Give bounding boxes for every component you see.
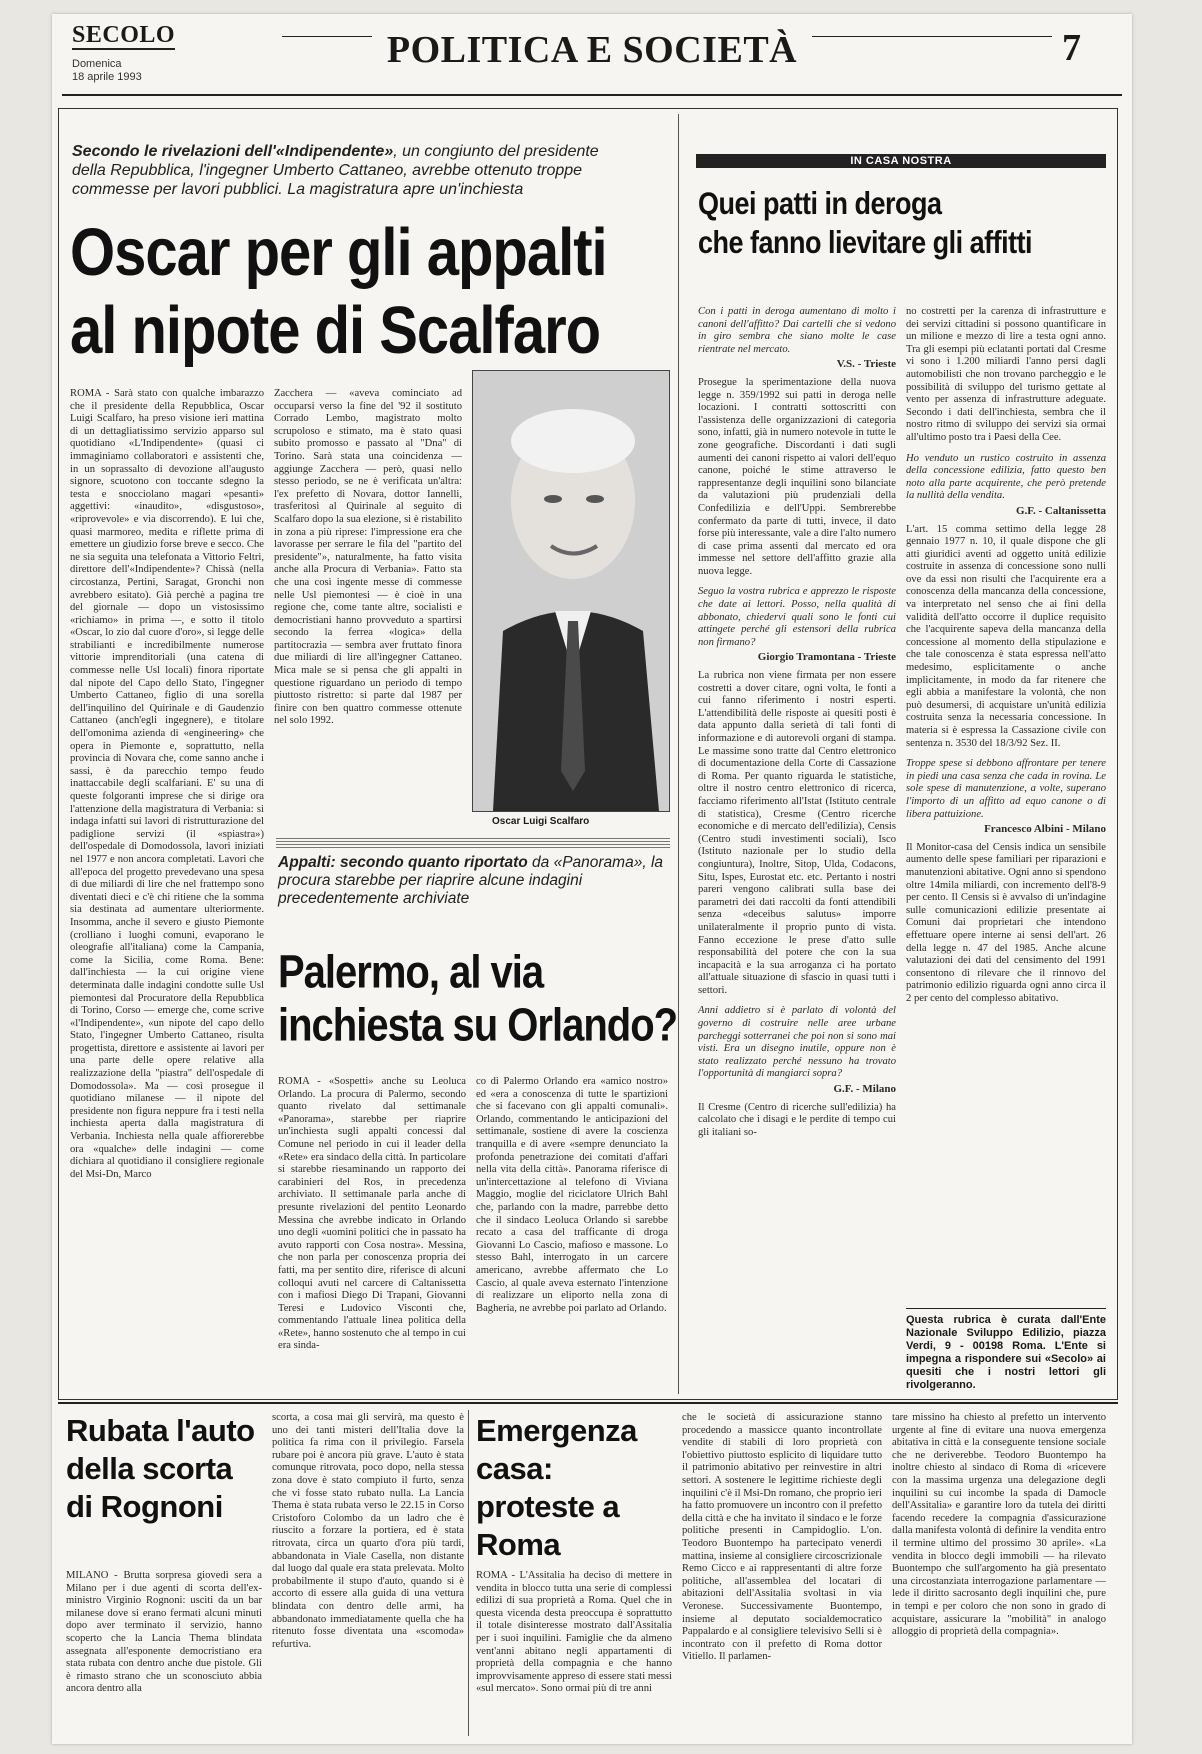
emergenza-col1: [476, 1570, 672, 1734]
rubrica-headline-line2: che fanno lievitare gli affitti: [698, 225, 1033, 260]
bottom-section-rule: [58, 1402, 1118, 1404]
palermo-col1: [278, 1076, 466, 1394]
palermo-divider-stripes: [276, 836, 670, 848]
rubrica-answer-4: L'art. 15 comma settimo della legge 28 gennaio 1977 n. 10, il quale dispone che gli atti giuridici aventi ad oggetto unità edilizie costruite in assenza di concessione sono nulli ove da essi non risulti che l'acquirente era a conoscenza della mancanza della concessione, va interpretato nel senso che ai fini della validità dell'atto occorre il duplice requisito che l'acquirente sapeva della mancanza della concessione al momento della stipulazione e che tale conoscenza è stata espressa nell'atto medesimo, esplicitamente o anche implicitamente, in modo da far ritenere che egli abbia a manifestare la volontà, che non può desumersi, di acquistare un'unità edilizia costruita senza la necessaria concessione. In materia si è espressa la Cassazione civile con sentenza n. 3530 del 18/3/92 Sez. II.: [906, 523, 1106, 749]
rubrica-signature-1: V.S. - Trieste: [836, 358, 896, 371]
palermo-headline-line2: inchiesta su Orlando?: [278, 1000, 678, 1051]
palermo-kicker-rest: da «Panorama», la procura starebbe per riaprire alcune indagini precedentemente archiviate: [278, 854, 664, 907]
bottom-separator: [468, 1410, 469, 1736]
rognoni-headline: Rubata l'auto della scorta di Rognoni: [66, 1413, 255, 1524]
section-title: POLITICA E SOCIETÀ: [386, 29, 798, 71]
rubrica-question-4: Ho venduto un rustico costruito in assenza della concessione edilizia, fatto questo ben noto alla parte acquirente, che però pretende la nullità della vendita.: [906, 452, 1106, 502]
main-article-headline: [70, 214, 607, 370]
rubrica-footer-rule: [906, 1308, 1106, 1309]
rubrica-col1: [698, 306, 896, 1390]
palermo-headline: [278, 946, 677, 1052]
main-article-kicker: [72, 142, 632, 199]
masthead-divider: [62, 94, 1122, 96]
emergenza-text-2: che le società di assicurazione stanno procedendo a massicce quanto incontrollate vendite di stabili di loro proprietà con l'obiettivo piuttosto esplicito di liquidare tutto il patrimonio abitativo per reinvestire in altri settori. A sostenere le legittime richieste degli inquilini c'è il Msi-Dn romano, che proprio ieri ha fatto promuovere un incontro con il prefetto della città e che ha invitato il sindaco e le forze politiche presenti in Campidoglio. L'on. Teodoro Buontempo ha partecipato venerdì mattina, insieme al consigliere circoscrizionale Remo Cicco e ai rappresentanti di altre forze politiche, all'assemblea del locatari di abitazioni dell'Assitalia svoltasi in via Veronese. Successivamente Buontempo, insieme al deputato socialdemocratico Pappalardo e al consigliere televisivo Selli si è incontrato con il prefetto di Roma dottor Vitiello. Il parlamen-: [682, 1412, 882, 1663]
issue-date-text: 18 aprile 1993: [72, 71, 142, 83]
page-number: 7: [1062, 27, 1081, 69]
rubrica-answer-5: Il Monitor-casa del Censis indica un sensibile aumento delle spese familiari per riparazioni e manutenzioni abitative. Ogni anno si spendono oltre 14mila miliardi, con incremento dell'8-9 per cento. Il Censis si è avvalso di un'indagine sulle comunicazioni edilizie presentate ai Comuni dai proprietari che intendono effettuare opere interne ai sensi dell'art. 26 della legge n. 47 del 1985. Anche alcune valutazioni dei dati del censimento del 1991 consentono di rilevare che il rinnovo del patrimonio edilizio riguarda ogni anno circa il 2 per cento del complesso abitativo.: [906, 841, 1106, 1004]
rubrica-answer-0: no costretti per la carenza di infrastrutture e dei servizi cittadini si possono quantificare in un milione e mezzo di lire a testa ogni anno. Tra gli esempi più eclatanti portati dal Cresme vi sono i 1.200 miliardi l'anno persi dagli automobilisti che non trovano parcheggio e le possibilità di sviluppo del turismo gettate al vento per assenza di infrastrutture adeguate. Secondo i dati dell'inchiesta, sembra che il nostro ritmo di sviluppo dei servizi sia ormai all'ultimo posto tra i Paesi della Cee.: [906, 306, 1106, 443]
rubrica-signature-3: G.F. - Milano: [833, 1083, 896, 1096]
palermo-headline-line1: Palermo, al via: [278, 947, 544, 998]
palermo-col2: [476, 1076, 668, 1394]
rubrica-label: IN CASA NOSTRA: [696, 154, 1106, 168]
rubrica-footer-note: Questa rubrica è curata dall'Ente Nazionale Sviluppo Edilizio, piazza Verdi, 9 - 00198 Roma. L'Ente si impegna a rispondere sui «Secolo» ai quesiti che i nostri lettori gli rivolgeranno.: [906, 1314, 1106, 1391]
rubrica-question-2: Seguo la vostra rubrica e apprezzo le risposte che date ai lettori. Posso, nella qualità di abbonato, chiedervi quali sono le fonti cui attingete perché gli estensori della rubrica non firmano?: [698, 586, 896, 648]
emergenza-col3: [892, 1412, 1106, 1734]
palermo-text-1: ROMA - «Sospetti» anche su Leoluca Orlando. La procura di Palermo, secondo quanto rivelato dal settimanale «Panorama», starebbe per riaprire un'inchiesta sugli appalti concessi dal Comune nel periodo in cui il leader della «Rete» era sindaco della città. In particolare si starebbe riesaminando un rapporto dei carabinieri del Ros, in precedenza archiviato. Il settimanale parla anche di presunte rivelazioni del pentito Leonardo Messina che avrebbe indicato in Orlando uno degli «uomini politici che in passato ha avuto rapporti con Cosa nostra». Messina, che non parla per conoscenza propria dei fatti, ma per sentito dire, riferisce di alcuni colloqui avuti nel carcere di Caltanissetta con i mafiosi Diego Di Trapani, Giovanni Teresi e Ludovico Visconti che, commentando l'attuale linea politica della «Rete», hanno sostenuto che al tempo in cui era sinda-: [278, 1076, 466, 1352]
main-article-col2: [274, 388, 462, 790]
issue-day: Domenica: [72, 58, 122, 70]
emergenza-text-3: tare missino ha chiesto al prefetto un intervento urgente al fine di evitare una nuova emergenza abitativa in città e la conseguente tensione sociale che ne deriverebbe. Teodoro Buontempo ha inoltre chiesto al sindaco di Roma di «ricevere con la massima urgenza una delegazione degli inquilini su cui incombe la spada di Damocle dell'Assitalia» e garantire loro da tutela dei diritti facendo recedere la compagnia d'assicurazione dalla manifesta volontà di definire la vendita entro il termine ultimo del prossimo 30 aprile». «La vendita in blocco degli immobili — ha rilevato Buontempo che sull'argomento ha già presentato una circostanziata interrogazione parlamentare — lede il diritto sacrosanto degli inquilini che, pure in tempi e per coloro che non sono in grado di acquistare, assicurare la "mobilità" in analogo alloggio di proprietà della compagnia».: [892, 1412, 1106, 1638]
rubrica-signature-2: Giorgio Tramontana - Trieste: [757, 651, 896, 664]
scalfaro-photo: [472, 370, 670, 812]
rubrica-headline-line1: Quei patti in deroga: [698, 186, 942, 221]
rubrica-answer-2: La rubrica non viene firmata per non essere costretti a dover citare, ogni volta, le fonti a cui fanno riferimento i nostri esperti. L'attendibilità delle risposte ai quesiti posti è data appunto dalla serietà di tali fonti di informazione e di autorevoli organi di stampa. Le massime sono tratte dal Centro elettronico di documentazione della Corte di Cassazione di Roma. Per quanto riguarda le statistiche, oltre il nostro centro elettronico di ricerca, facciamo riferimento all'Istat (Istituto centrale di statistica), Cresme (Centro ricerche economiche e di mercato dell'edilizia), Censis (Centro studi investimenti sociali), Isco (Istituto nazionale per lo studio della congiuntura), Inoltre, Sitop, Ulda, Codacons, Situ, Ispes, Eurostat etc. etc. Pertanto i nostri pareri vengono calibrati sulla base dei parametri dei dati raccolti da fonti attendibili senza «deceibus salutus» imporre unilateralmente il proprio punto di vista. Fanno eccezione le prese d'atto sulle responsabilità del potere che con la sua incapacità e la sua arroganza ci ha portato all'attuale situazione di sfascio in quasi tutti i settori.: [698, 670, 896, 996]
portrait-illustration: [473, 371, 669, 811]
rubrica-headline: [698, 184, 1032, 262]
emergenza-col2: [682, 1412, 882, 1734]
rubrica-signature-4: G.F. - Caltanissetta: [1015, 504, 1106, 517]
newspaper-logo: SECOLO: [72, 22, 176, 48]
main-headline-line2: al nipote di Scalfaro: [70, 293, 601, 369]
rubrica-answer-3: Il Cresme (Centro di ricerche sull'edilizia) ha calcolato che i disagi e le perdite di tempo cui gli italiani so-: [698, 1101, 896, 1138]
rubrica-question-1: Con i patti in deroga aumentano di molto i canoni dell'affitto? Dai cartelli che si vedono in giro sembra che siano molte le case rientrate nel mercato.: [698, 306, 896, 355]
main-article-text-2: Zacchera — «aveva cominciato ad occuparsi verso la fine del '92 il sostituto Corrado Lembo, magistrato molto scrupoloso e stimato, ma è stato quasi subito promosso e passato al "Dna" di Torino. Sarà stata una coincidenza — aggiunge Zacchera — però, quasi nello stesso periodo, se ne è verificata un'altra: l'ex prefetto di Novara, dottor Iannelli, trasferitosi al Quirinale al seguito di Scalfaro dopo la sua elezione, si è ristabilito in zona a più riprese: l'impressione era che lavorasse per serrare le fila del "partito del presidente"», naturalmente, ha fatto visita anche alla Procura di Verbania». Fatto sta che una così ingente messe di commesse nelle Usl piemontesi — è cioè in una regione che, come tante altre, socialisti e democristiani hanno provveduto a spartirsi secondo la ferrea «logica» della partitocrazia — sembra aver fruttato finora due miliardi di lire all'ingegner Cattaneo. Mica male se si pensa che gli appalti in questione riguardano un periodo di tempo piuttosto ristretto: si parte dal 1987 per finire con ben quattro commesse ottenute nel solo 1992.: [274, 388, 462, 727]
main-headline-line1: Oscar per gli appalti: [70, 215, 607, 290]
issue-date: [72, 58, 142, 84]
newspaper-page: [52, 14, 1132, 1744]
main-article-text-1: ROMA - Sarà stato con qualche imbarazzo che il presidente della Repubblica, Oscar Luigi Scalfaro, ha preso visione ieri mattina di un dettagliatissimo servizio apparso sul quotidiano «L'Indipendente» (quasi ci immaginiamo collaboratori e assistenti che, in un soprassalto di devozione all'augusto signore, scuotono con toccante sdegno la testa e snocciolano magari «pesanti» aggettivi: «inaudito», «disgustoso», «riprovevole» e via discorrendo). E lui che, quasi marmoreo, medita e riflette prima di emettere un giudizio forse breve e secco. Che ne sia seguita una telefonata a Vittorio Feltri, direttore dell'«Indipendente»? Chissà (nella circostanza, Pertini, Saragat, Gronchi non avrebbero esitato). Già perchè a pagina tre del giornale — dopo un vistosissimo «richiamo» in prima —, e sotto il titolo «Oscar, lo zio dal cuore d'oro», si legge delle strabilianti e incredibilmente numerose vittorie imprenditoriali (una catena di commesse nelle Usl locali) finora riportate dal nipote del Capo dello Stato, l'ingegner Umberto Cattaneo, figlio di una sorella dell'inquilino del Quirinale e di Gaudenzio Cattaneo (anch'egli ingegnere), e titolare dell'omonima azienda di «engineering» che opera in Piemonte e, soprattutto, nella provincia di Novara che, come sanno anche i sassi, è da parecchio tempo feudo inattaccabile degli scalfariani. E' su una di queste folgoranti imprese che si dirige ora l'attenzione della magistratura di Verbania: si indaga infatti sui lavori di ristrutturazione del padiglione servizi (il «spiastra») dell'ospedale di Domodossola, lavori iniziati nel 1977 e non ancora completati. Lavori che all'epoca del progetto prevedevano una spesa di due miliardi di lire che nel frattempo sono diventati dieci e c'è chi ritiene che la somma sia destinata ad aumentare ulteriormente. Insomma, anche il severo e giusto Piemonte (crolliano i luoghi comuni, evaporano le oleografie all'italiana) come la Campania, come la Sicilia, come Roma. Bene: dall'inchiesta — la cui origine viene determinata dalle indagini condotte sulle Usl piemontesi dal Procuratore della Repubblica di Torino, Corso — emerge che, come scrive «l'Indipendente», «un nipote del capo dello Stato, l'ingegner Umberto Cattaneo, risulta progettista, direttore e assistente ai lavori per una parte delle opere relative alla realizzazione della "piastra" dell'ospedale di Domodossola». Ma — così prosegue il quotidiano milanese — il nipote del presidente non figura neppure fra i testi nella inchiesta aperta dalla magistratura di Verbania. Inchiesta nella quale affiorerebbe ora «qualche» delle indagini — come dichiara al quotidiano il consigliere regionale del Msi-Dn, Marco: [70, 388, 264, 1180]
palermo-text-2: co di Palermo Orlando era «amico nostro» ed «era a conoscenza di tutte le spartizioni che si facevano con gli appalti comunali». Orlando, commentando le anticipazioni del settimanale, sostiene di avere la coscienza tranquilla e di avere «sempre denunciato la profonda penetrazione dei comitati d'affari nella vita della città». Panorama riferisce di un'intercettazione al telefono di Viviana Maggio, moglie del riciclatore Ulrich Bahl che, parlando con la madre, parrebbe detto che il sindaco Leoluca Orlando si sarebbe recato a casa del trafficante di droga Giovanni Lo Cascio, mafioso e massone. Lo stesso Bahl, interrogato in un carcere americano, avrebbe affermato che Lo Cascio, al quale aveva esternato l'intenzione di realizzare un eliporto nella zona di Bagheria, ne avrebbe poi parlato ad Orlando.: [476, 1076, 668, 1314]
palermo-kicker-bold: Appalti: secondo quanto riportato: [278, 854, 528, 871]
rognoni-col1: [66, 1570, 262, 1734]
palermo-kicker: [278, 854, 668, 908]
rubrica-separator: [678, 114, 679, 1394]
masthead-rule-right: [812, 36, 1052, 37]
photo-caption: Oscar Luigi Scalfaro: [492, 816, 590, 827]
rubrica-question-5: Troppe spese si debbono affrontare per tenere in piedi una casa senza che cada in rovina. Le sole spese di manutenzione, a volte, superano l'importo di un affitto ad equo canone o di libera pattuizione.: [906, 758, 1106, 820]
masthead-rule-left: [282, 36, 372, 37]
rubrica-col2: [906, 306, 1106, 1306]
rognoni-text-1: MILANO - Brutta sorpresa giovedì sera a Milano per i due agenti di scorta dell'ex-ministro Virginio Rognoni: usciti da un bar milanese dove si erano fermati alcuni minuti dopo aver terminato il servizio, hanno scoperto che la Lancia Thema blindata assegnata all'esponente democristiano era stata rubata con dentro anche due pistole. Gli è rimasto strano che un sconosciuto abbia ancora dentro alla: [66, 1570, 262, 1695]
rubrica-answer-1: Prosegue la sperimentazione della nuova legge n. 359/1992 sui patti in deroga nelle locazioni. I contratti sottoscritti con l'assistenza delle organizzazioni di categoria sono, infatti, già in numero notevole in tutte le zone geografiche. Discordanti i dati sugli aumenti dei canoni rispetto ai valori dell'equo canone, poiché le stime attraverso le rappresentanze degli inquilini sono bilanciate da valutazioni più prudenziali della Confedilizia e dell'Uppi. Sembrerebbe confermato da parte di tutti, invece, il dato forse più interessante, vale a dire l'alto numero di case prima assenti dal mercato ed ora immesse nel settore dell'affitto grazie alla nuova legge.: [698, 376, 896, 577]
rubrica-question-3: Anni addietro si è parlato di volontà del governo di costruire nelle aree urbane parcheggi sotterranei che poi non si sono mai visti. Era un disegno inutile, oppure non è stato realizzato perché nessuno ha trovato l'opportunità di mangiarci sopra?: [698, 1005, 896, 1080]
rubrica-signature-5: Francesco Albini - Milano: [984, 823, 1106, 836]
rognoni-col2: [272, 1412, 464, 1734]
main-kicker-rest: , un congiunto del presidente della Repubblica, l'ingegner Umberto Cattaneo, avrebbe ottenuto troppe commesse per lavori pubblici. La magistratura apre un'inchiesta: [72, 143, 599, 198]
main-kicker-bold: Secondo le rivelazioni dell'«Indipendente»: [72, 143, 394, 160]
rognoni-text-2: scorta, a cosa mai gli servirà, ma questo è uno dei tanti misteri dell'Italia dove la politica fa rima con il privilegio. Farsela rubare poi è ancora più grave. L'auto è stata comunque ritrovata, poco dopo, nella stessa zona dove è stato compiuto il furto, senza che vi fosse stato rubato nulla. La Lancia Thema è stata rubata verso le 22.15 in Corso Cristoforo Colombo da un ladro che è riuscito a forzare la portiera, ed è stata ritrovata, circa un quarto d'ora più tardi, abbandonata in Viale Casella, non distante dal luogo dal quale era stata prelevata. Molto probabilmente il stupo d'auto, quando si è accorto di essere alla guida di una vettura blindata con dentro delle armi, ha abbandonato immediatamente quella che ha ritenuto fosse diventata una «scomoda» refurtiva.: [272, 1412, 464, 1650]
emergenza-headline: Emergenza casa: proteste a Roma: [476, 1413, 637, 1562]
emergenza-text-1: ROMA - L'Assitalia ha deciso di mettere in vendita in blocco tutta una serie di complessi edilizi di sua proprietà a Roma. Quel che in questa vicenda desta preoccupa è soprattutto il totale disinteresse mostrato dall'Assitalia per i suoi inquilini. Famiglie che da almeno vent'anni abitano negli appartamenti di proprietà della compagnia e che hanno improvvisamente appreso di essere stati messi «sul mercato». Sono ormai più di tre anni: [476, 1570, 672, 1695]
main-article-col1: [70, 388, 264, 1388]
